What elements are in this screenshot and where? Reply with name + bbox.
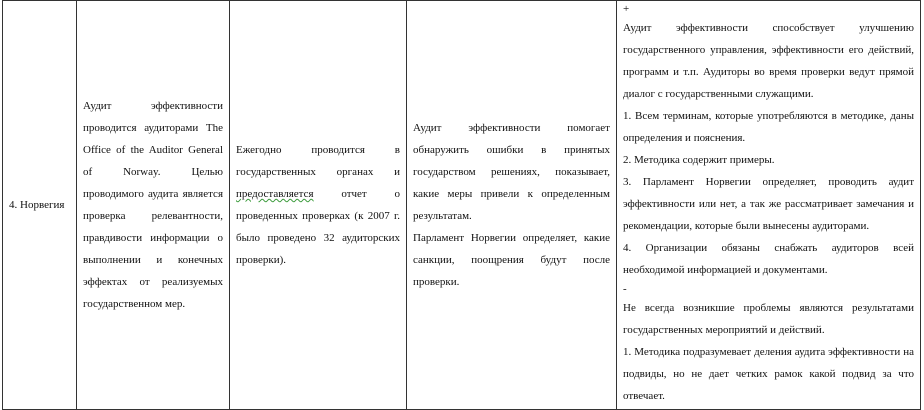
country-cell xyxy=(3,1,77,410)
pros-item-3: 3. Парламент Норвегии определяет, проводить аудит эффективности или нет, а так же рассматривает замечания и рекомендации, которые были вынесены аудиторами. xyxy=(623,176,914,232)
audit-description-text: Аудит эффективности проводится аудиторами The Office of the Auditor General of Norway. Целью проводимого аудита является проверка релевантности, правдивости информации о выполнении и конечных эффектах от реализуемых государственном мер. xyxy=(83,100,223,310)
audit-frequency-cell xyxy=(230,1,407,410)
plus-sign: + xyxy=(623,3,630,15)
comparison-table xyxy=(2,0,921,410)
pros-item-1: 1. Всем терминам, которые употребляются в методике, даны определения и пояснения. xyxy=(623,110,914,144)
pros-cons-cell xyxy=(617,1,921,410)
cons-item-1: 1. Методика подразумевает деления аудита эффективности на подвиды, но не дает четких рамок какой подвид за что отвечает. xyxy=(623,346,914,402)
audit-role-paragraph-1: Аудит эффективности помогает обнаружить ошибки в принятых государством решениях, показывает, какие меры привели к определенным результатам. xyxy=(413,122,610,222)
frequency-text-before: Ежегодно проводится в государственных органах и xyxy=(236,144,400,178)
frequency-text-after: отчет о проведенных проверках (к 2007 г. было проведено 32 аудиторских проверки). xyxy=(236,188,400,266)
minus-sign: - xyxy=(623,283,627,295)
audit-role-paragraph-2: Парламент Норвегии определяет, какие санкции, поощрения будут после проверки. xyxy=(413,232,610,288)
pros-item-2: 2. Методика содержит примеры. xyxy=(623,154,775,166)
pros-intro: Аудит эффективности способствует улучшению государственного управления, эффективности его действий, программ и т.п. Аудиторы во время проверки ведут прямой диалог с государственными служащими. xyxy=(623,22,914,100)
spellcheck-underlined-word: предоставляется xyxy=(236,188,314,200)
table-row-norway xyxy=(3,1,921,410)
audit-description-cell xyxy=(77,1,230,410)
pros-item-4: 4. Организации обязаны снабжать аудиторов всей необходимой информацией и документами. xyxy=(623,242,914,276)
audit-role-cell xyxy=(407,1,617,410)
country-label: 4. Норвегия xyxy=(9,199,65,211)
cons-intro: Не всегда возникшие проблемы являются результатами государственных мероприятий и действий. xyxy=(623,302,914,336)
